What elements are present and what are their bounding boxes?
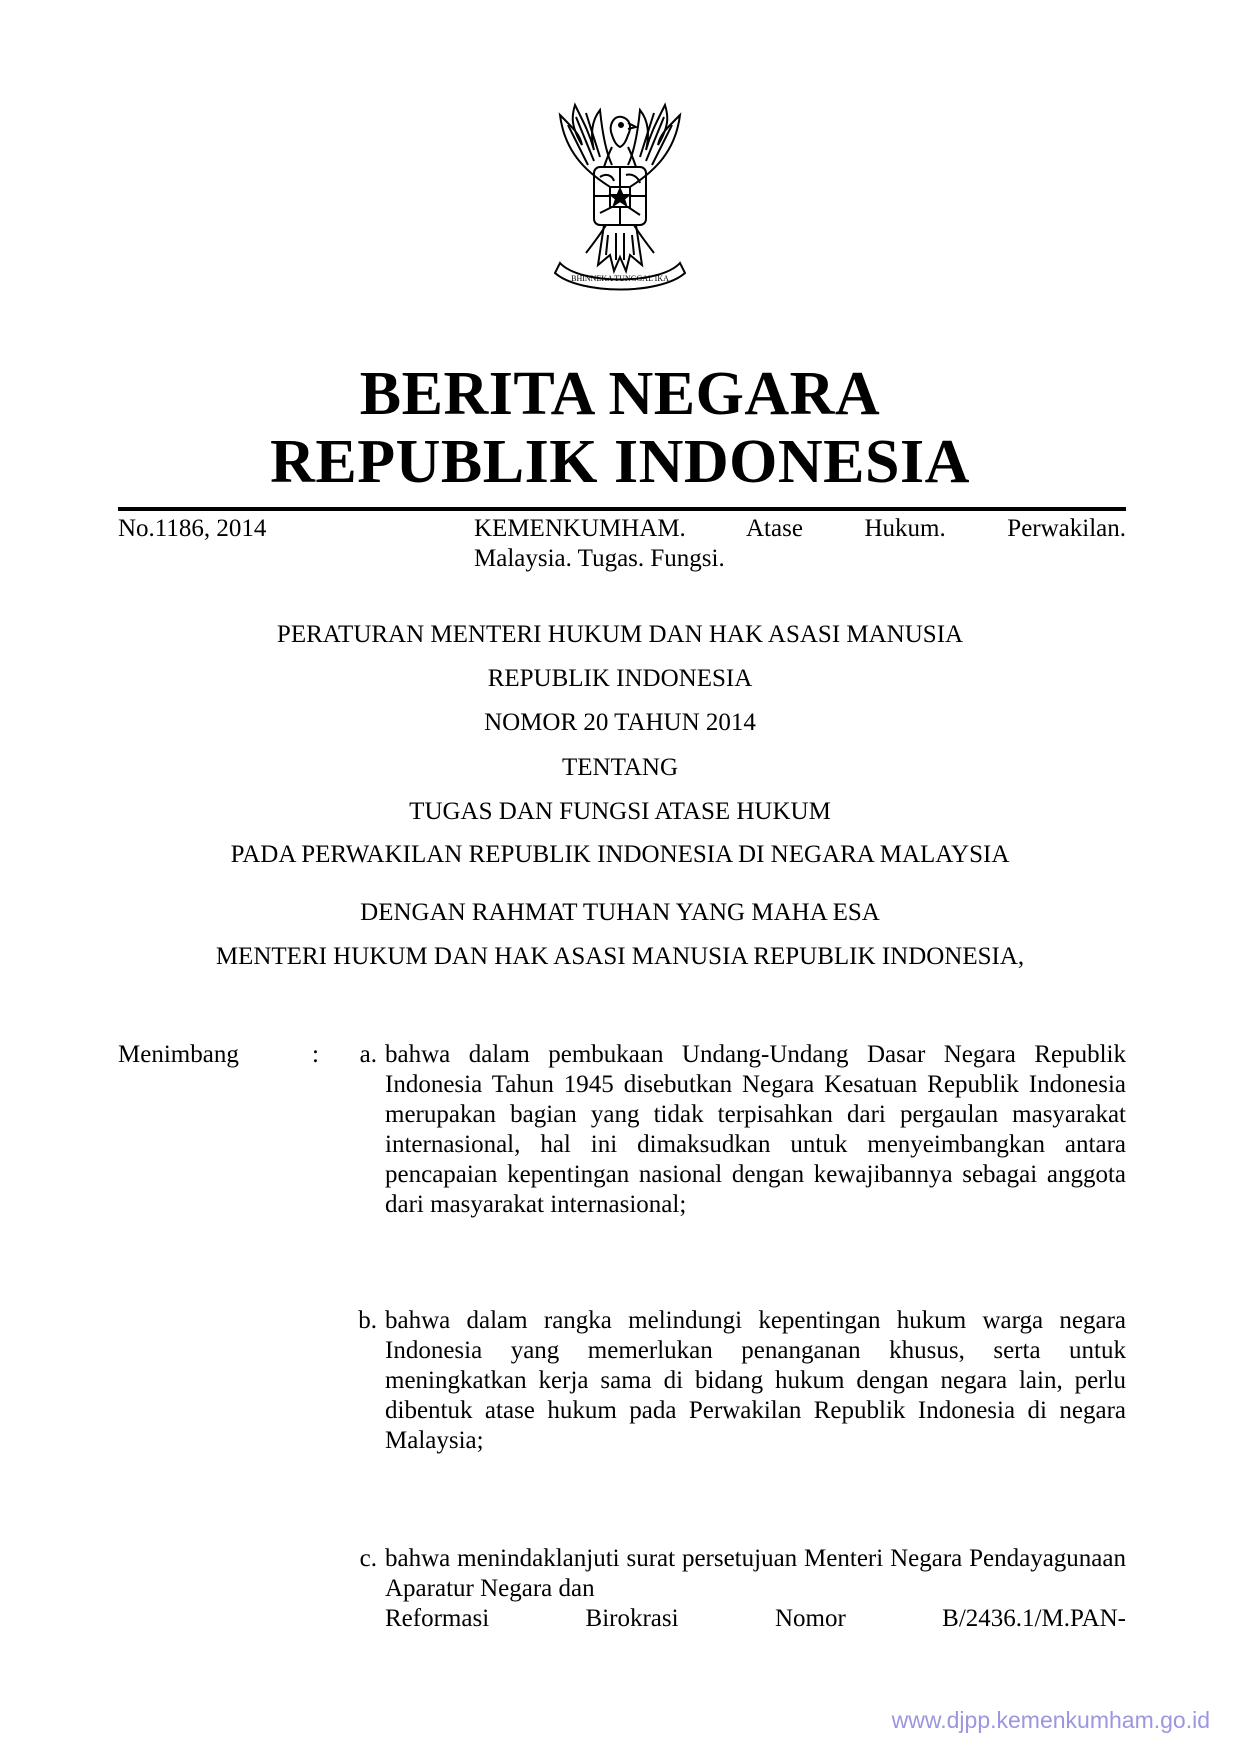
masthead	[0, 360, 1240, 496]
regulation-about: TENTANG	[561, 754, 679, 781]
considering-item-b: bahwa dalam rangka melindungi kepentingan hukum warga negara Indonesia yang memerlukan penanganan khusus, serta untuk meningkatkan kerja sama di bidang hukum dengan negara lain, perlu dibentuk atase hukum pada Perwakilan Republik Indonesia di negara Malaysia;	[385, 1307, 1126, 1454]
issue-number: No.1186, 2014	[118, 515, 267, 542]
footer-url-link[interactable]: www.djpp.kemenkumham.go.id	[891, 1707, 1210, 1733]
preamble-invocation: DENGAN RAHMAT TUHAN YANG MAHA ESA	[360, 899, 880, 926]
regulation-subject-line1: TUGAS DAN FUNGSI ATASE HUKUM	[409, 798, 831, 825]
considering-item-c-part1: bahwa menindaklanjuti surat persetujuan Menteri Negara Pendayagunaan Aparatur Negara dan	[385, 1545, 1126, 1602]
garuda-emblem-icon	[520, 95, 720, 305]
considering-marker-a: a.	[359, 1041, 377, 1068]
regulation-subject-line2: PADA PERWAKILAN REPUBLIK INDONESIA DI NEGARA MALAYSIA	[230, 841, 1010, 868]
regulation-title-line1: PERATURAN MENTERI HUKUM DAN HAK ASASI MANUSIA	[276, 621, 964, 648]
considering-label: Menimbang	[118, 1041, 239, 1068]
masthead-title: BERITA NEGARA	[359, 360, 881, 428]
considering-colon: :	[312, 1041, 319, 1068]
regulation-title-line2: REPUBLIK INDONESIA	[487, 665, 753, 692]
header-divider	[118, 507, 1126, 511]
issue-subject-line1: KEMENKUMHAM. Atase Hukum. Perwakilan.	[474, 515, 1126, 542]
preamble-minister: MENTERI HUKUM DAN HAK ASASI MANUSIA REPUBLIK INDONESIA,	[215, 943, 1025, 970]
masthead-subtitle: REPUBLIK INDONESIA	[270, 428, 970, 496]
issue-subject-line2: Malaysia. Tugas. Fungsi.	[474, 545, 725, 572]
considering-item-c	[385, 1544, 1126, 1634]
svg-text:BHINNEKA TUNGGAL IKA: BHINNEKA TUNGGAL IKA	[571, 274, 669, 283]
considering-marker-c: c.	[359, 1545, 377, 1572]
issue-subject	[474, 514, 1126, 574]
considering-item-a: bahwa dalam pembukaan Undang-Undang Dasar Negara Republik Indonesia Tahun 1945 disebutkan Negara Kesatuan Republik Indonesia merupakan bagian yang tidak terpisahkan dari pergaulan masyarakat internasional, hal ini dimaksudkan untuk menyeimbangkan antara pencapaian kepentingan nasional dengan kewajibannya sebagai anggota dari masyarakat internasional;	[385, 1041, 1126, 1218]
considering-item-c-part2: Reformasi Birokrasi Nomor B/2436.1/M.PAN-	[385, 1605, 1126, 1632]
considering-marker-b: b.	[358, 1307, 377, 1334]
regulation-number: NOMOR 20 TAHUN 2014	[484, 709, 756, 736]
